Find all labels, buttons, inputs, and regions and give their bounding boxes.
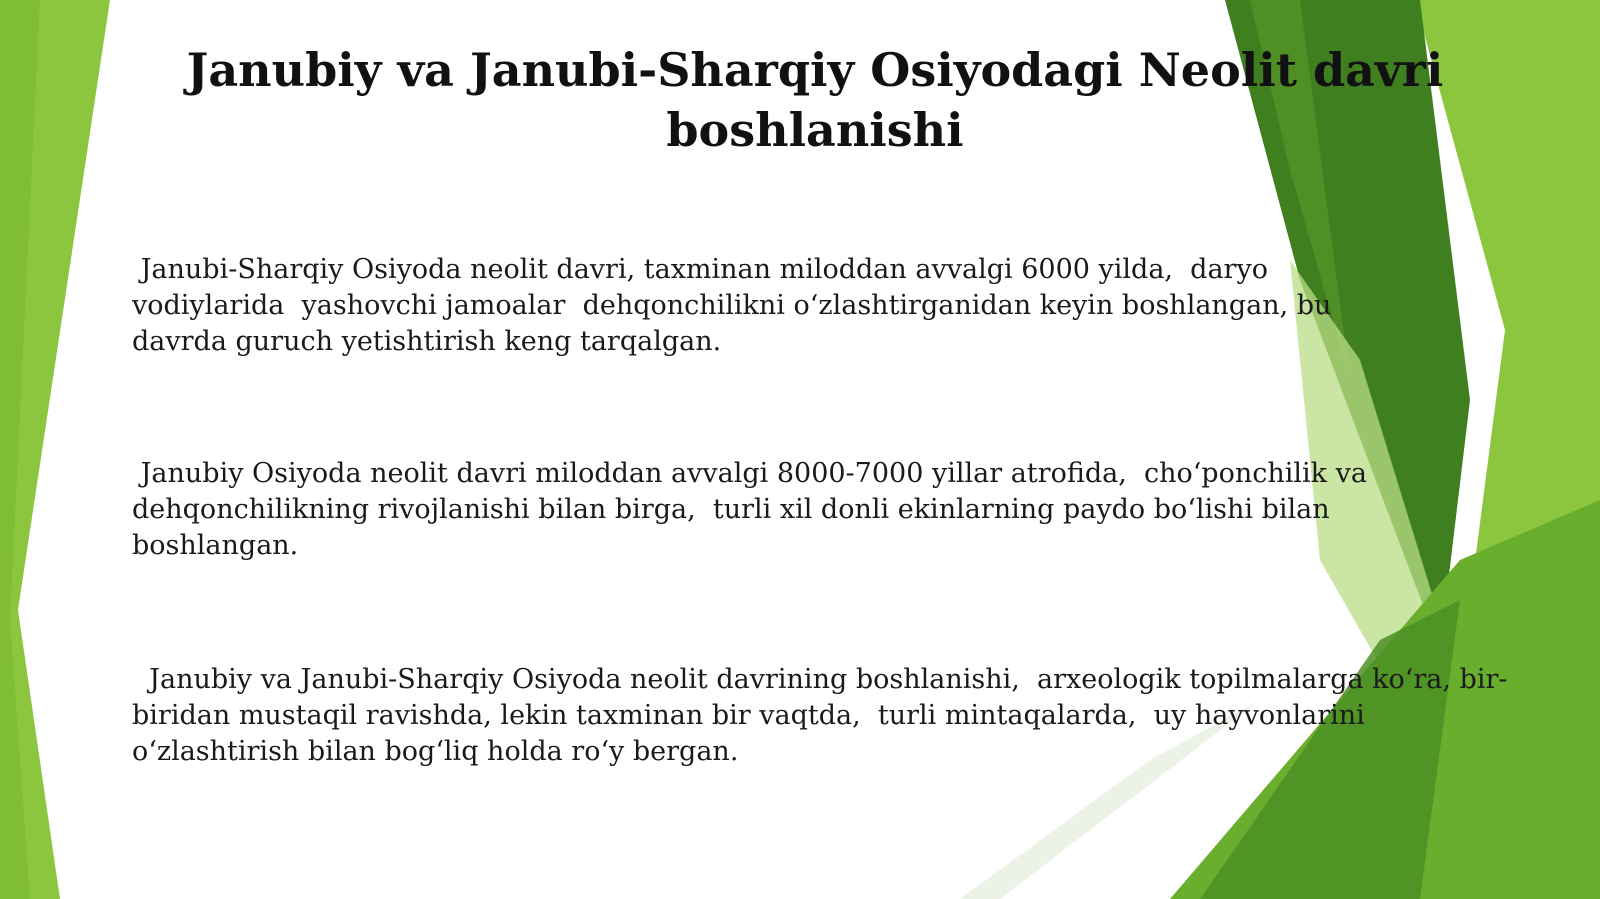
paragraph-south-asia: Janubiy Osiyoda neolit davri miloddan avvalgi 8000-7000 yillar atrofida, cho‘ponchilik va dehqonchilikning rivojlanishi bilan birga, turli xil donli ekinlarning paydo bo‘lishi bilan boshlangan. <box>132 458 1376 561</box>
slide-title: Janubiy va Janubi-Sharqiy Osiyodagi Neolit davri boshlanishi <box>186 43 1444 157</box>
paragraph-summary: Janubiy va Janubi-Sharqiy Osiyoda neolit davrining boshlanishi, arxeologik topilmalarga ko‘ra, bir-biridan mustaqil ravishda, lekin taxminan bir vaqtda, turli mintaqalarda, uy hayvonlarini o‘zlashtirish bilan bog‘liq holda ro‘y bergan. <box>132 664 1508 767</box>
paragraph-southeast-asia: Janubi-Sharqiy Osiyoda neolit davri, taxminan miloddan avvalgi 6000 yilda, daryo vodiylarida yashovchi jamoalar dehqonchilikni o‘zlashtirganidan keyin boshlangan, bu davrda guruch yetishtirish keng tarqalgan. <box>132 254 1341 357</box>
